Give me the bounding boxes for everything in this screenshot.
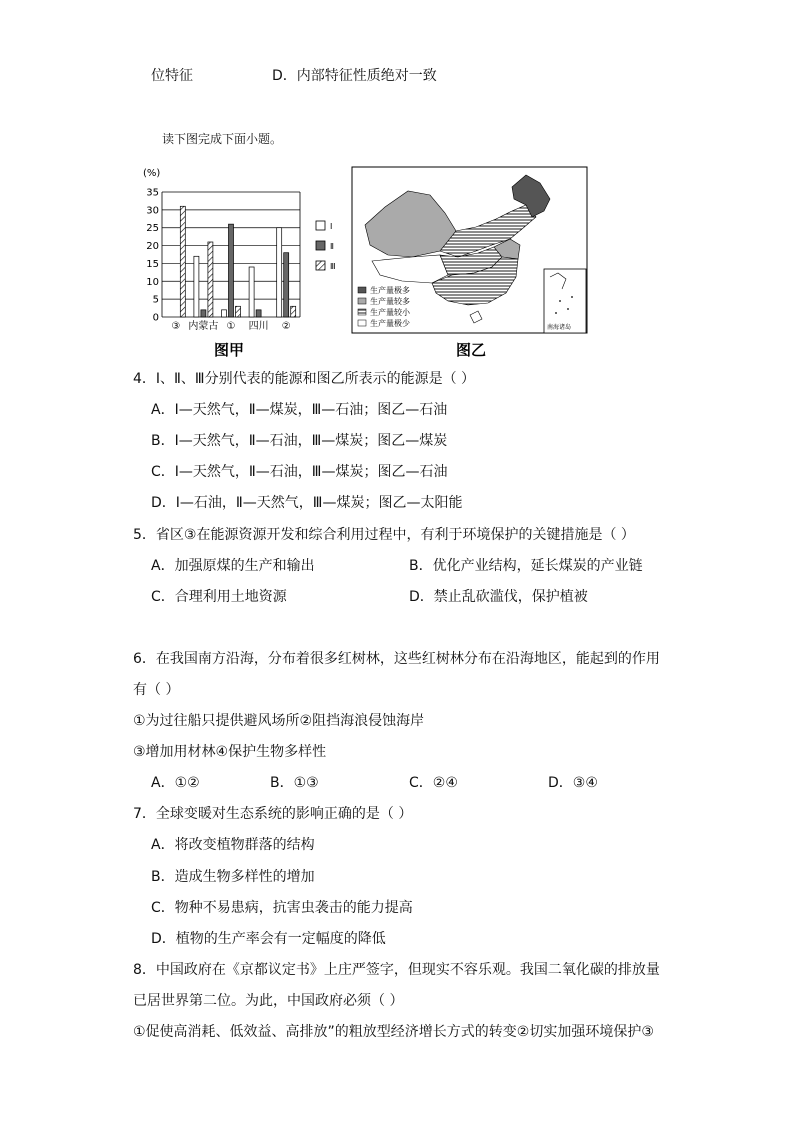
q4-stem: 4．Ⅰ、Ⅱ、Ⅲ分别代表的能源和图乙所表示的能源是（ ） [133, 371, 476, 387]
text-top-right: D．内部特征性质绝对一致 [272, 68, 437, 84]
q6-stem-line2: 有（ ） [133, 682, 180, 698]
caption-left: 图甲 [214, 341, 245, 359]
y-tick-label: 5 [152, 294, 159, 306]
y-tick-label: 0 [152, 312, 159, 324]
y-tick-label: 10 [146, 276, 159, 288]
bar [236, 306, 241, 317]
x-tick-label: ③ [171, 321, 181, 332]
bar [256, 310, 261, 317]
map-legend-swatch-4 [358, 320, 366, 326]
map-legend-swatch-1 [358, 287, 366, 293]
caption-right: 图乙 [456, 341, 487, 359]
y-tick-label: 15 [146, 258, 159, 270]
map-legend-label-2: 生产量较多 [370, 297, 410, 306]
map-legend-swatch-3 [358, 309, 366, 315]
q6-option-b: B．①③ [270, 775, 319, 791]
bar [180, 206, 185, 317]
q5-option-c: C．合理利用土地资源 [151, 589, 287, 605]
china-map [352, 167, 587, 333]
q8-stem-line1: 8．中国政府在《京都议定书》上庄严签字，但现实不容乐观。我国二氧化碳的排放量 [133, 962, 660, 978]
y-tick-label: 20 [146, 241, 159, 253]
q7-option-b: B．造成生物多样性的增加 [151, 869, 315, 885]
q8-stem-line3: ①促使高消耗、低效益、高排放”的粗放型经济增长方式的转变②切实加强环境保护③ [133, 1024, 654, 1040]
y-tick-label: 30 [146, 205, 159, 217]
bar [201, 310, 206, 317]
x-tick-label: 内蒙古 [188, 321, 219, 332]
q7-option-a: A．将改变植物群落的结构 [151, 837, 315, 853]
q4-option-b: B．Ⅰ—天然气，Ⅱ—石油，Ⅲ—煤炭；图乙—煤炭 [151, 433, 448, 449]
bar [291, 306, 296, 317]
text-top-left: 位特征 [151, 68, 193, 84]
q6-stem-line4: ③增加用材林④保护生物多样性 [133, 744, 327, 760]
bar [194, 256, 199, 317]
q4-option-a: A．Ⅰ—天然气，Ⅱ—煤炭，Ⅲ—石油；图乙—石油 [151, 402, 448, 418]
q6-stem-line3: ①为过往船只提供避风场所②阻挡海浪侵蚀海岸 [133, 713, 425, 729]
bar [249, 267, 254, 317]
bar [208, 242, 213, 317]
bar [277, 228, 282, 317]
q6-option-d: D．③④ [548, 775, 598, 791]
x-tick-label: ② [281, 321, 291, 332]
unit-label: (%) [143, 168, 161, 179]
y-tick-label: 25 [146, 223, 159, 235]
q4-option-c: C．Ⅰ—天然气，Ⅱ—石油，Ⅲ—煤炭；图乙—石油 [151, 464, 448, 480]
q5-option-d: D．禁止乱砍滥伐，保护植被 [409, 589, 588, 605]
map-legend-swatch-2 [358, 298, 366, 304]
legend-label-1: Ⅰ [330, 222, 333, 231]
bar [284, 253, 289, 317]
bar [222, 310, 227, 317]
q6-stem-line1: 6．在我国南方沿海，分布着很多红树林，这些红树林分布在沿海地区，能起到的作用 [133, 651, 660, 667]
legend-swatch-1 [316, 221, 325, 230]
q6-option-c: C．②④ [409, 775, 458, 791]
q4-option-d: D．Ⅰ—石油，Ⅱ—天然气，Ⅲ—煤炭；图乙—太阳能 [151, 495, 463, 511]
x-tick-label: 四川 [248, 321, 269, 332]
x-axis-labels [171, 319, 290, 332]
q5-stem: 5．省区③在能源资源开发和综合利用过程中，有利于环境保护的关键措施是（ ） [133, 527, 635, 543]
intro-text: 读下图完成下面小题。 [162, 132, 283, 146]
map-legend-label-1: 生产量极多 [370, 286, 410, 295]
q5-option-a: A．加强原煤的生产和输出 [151, 558, 315, 574]
bar [229, 224, 234, 317]
map-legend-label-3: 生产量较小 [370, 308, 410, 317]
map-legend-label-4: 生产量极少 [370, 319, 410, 328]
legend-label-2: Ⅱ [330, 242, 334, 251]
y-tick-label: 35 [146, 187, 159, 199]
q5-option-b: B．优化产业结构，延长煤炭的产业链 [409, 558, 643, 574]
bars [180, 206, 295, 317]
q7-option-d: D．植物的生产率会有一定幅度的降低 [151, 931, 386, 947]
q8-stem-line2: 已居世界第二位。为此，中国政府必须（ ） [133, 993, 404, 1009]
inset-label: 南海诸岛 [547, 324, 572, 331]
legend-swatch-3 [316, 261, 325, 270]
figure-panel [140, 165, 600, 360]
legend-swatch-2 [316, 241, 325, 250]
legend-label-3: Ⅲ [330, 262, 336, 271]
x-tick-label: ① [226, 321, 236, 332]
q7-stem: 7．全球变暖对生态系统的影响正确的是（ ） [133, 806, 413, 822]
q7-option-c: C．物种不易患病，抗害虫袭击的能力提高 [151, 900, 413, 916]
q6-option-a: A．①② [151, 775, 200, 791]
